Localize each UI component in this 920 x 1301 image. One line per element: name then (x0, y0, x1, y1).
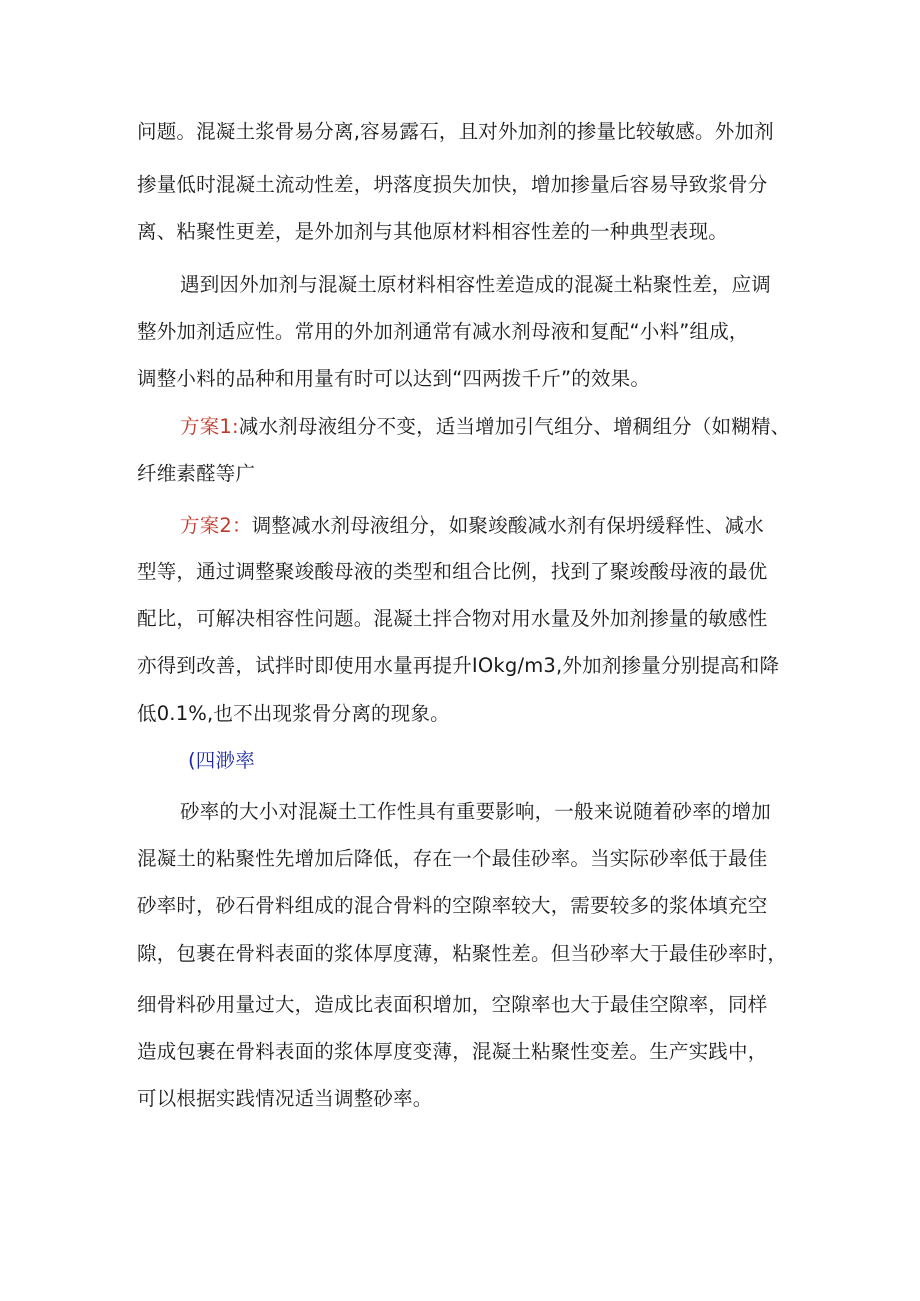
paragraph-2-line-2: 整外加剂适应性。常用的外加剂通常有减水剂母液和复配“小料”组成， (137, 320, 749, 343)
scheme-1-line-1 (180, 413, 790, 441)
paragraph-sand-line-6: 造成包裹在骨料表面的浆体厚度变薄，混凝土粘聚性变差。生产实践中， (137, 1040, 768, 1063)
paragraph-2-line-3: 调整小料的品种和用量有时可以达到“四两拨千斤”的效果。 (137, 367, 651, 390)
scheme-1-label: 方案1: (180, 415, 239, 438)
paragraph-sand-line-2: 混凝土的粘聚性先增加后降低，存在一个最佳砂率。当实际砂率低于最佳 (137, 847, 768, 870)
scheme-2-line-1 (180, 512, 764, 540)
section-heading: (四渺率 (188, 749, 255, 772)
scheme-2-label: 方案2： (180, 514, 252, 537)
scheme-1-line-2: 纤维素醛等广 (137, 462, 256, 485)
paragraph-sand-line-5: 细骨料砂用量过大，造成比表面积增加，空隙率也大于最佳空隙率，同样 (137, 993, 768, 1016)
paragraph-1-line-3: 离、粘聚性更差，是外加剂与其他原材料相容性差的一种典型表现。 (137, 220, 729, 243)
paragraph-2-line-1: 遇到因外加剂与混凝土原材料相容性差造成的混凝土粘聚性差，应调 (180, 273, 772, 296)
scheme-2-text: 调整减水剂母液组分，如聚竣酸减水剂有保坍缓释性、减水 (251, 514, 764, 537)
paragraph-1-line-2: 掺量低时混凝土流动性差，坍落度损失加快，增加掺量后容易导致浆骨分 (137, 173, 768, 196)
scheme-2-line-3: 配比，可解决相容性问题。混凝土拌合物对用水量及外加剂掺量的敏感性 (137, 607, 768, 630)
paragraph-sand-line-1: 砂率的大小对混凝土工作性具有重要影响，一般来说随着砂率的增加 (180, 800, 772, 823)
paragraph-1-line-1: 问题。混凝土浆骨易分离,容易露石，且对外加剂的掺量比较敏感。外加剂 (137, 120, 774, 143)
scheme-1-text: 减水剂母液组分不变，适当增加引气组分、增稠组分（如糊精、 (238, 415, 791, 438)
scheme-2-line-2: 型等，通过调整聚竣酸母液的类型和组合比例，找到了聚竣酸母液的最优 (137, 560, 768, 583)
paragraph-sand-line-7: 可以根据实践情况适当调整砂率。 (137, 1087, 433, 1110)
paragraph-sand-line-3: 砂率时，砂石骨料组成的混合骨料的空隙率较大，需要较多的浆体填充空 (137, 894, 768, 917)
scheme-2-line-5: 低0.1%,也不出现浆骨分离的现象。 (137, 702, 450, 725)
scheme-2-line-4: 亦得到改善，试拌时即使用水量再提升IOkg/m3,外加剂掺量分别提高和降 (137, 654, 780, 677)
paragraph-sand-line-4: 隙，包裹在骨料表面的浆体厚度薄，粘聚性差。但当砂率大于最佳砂率时， (137, 942, 788, 965)
